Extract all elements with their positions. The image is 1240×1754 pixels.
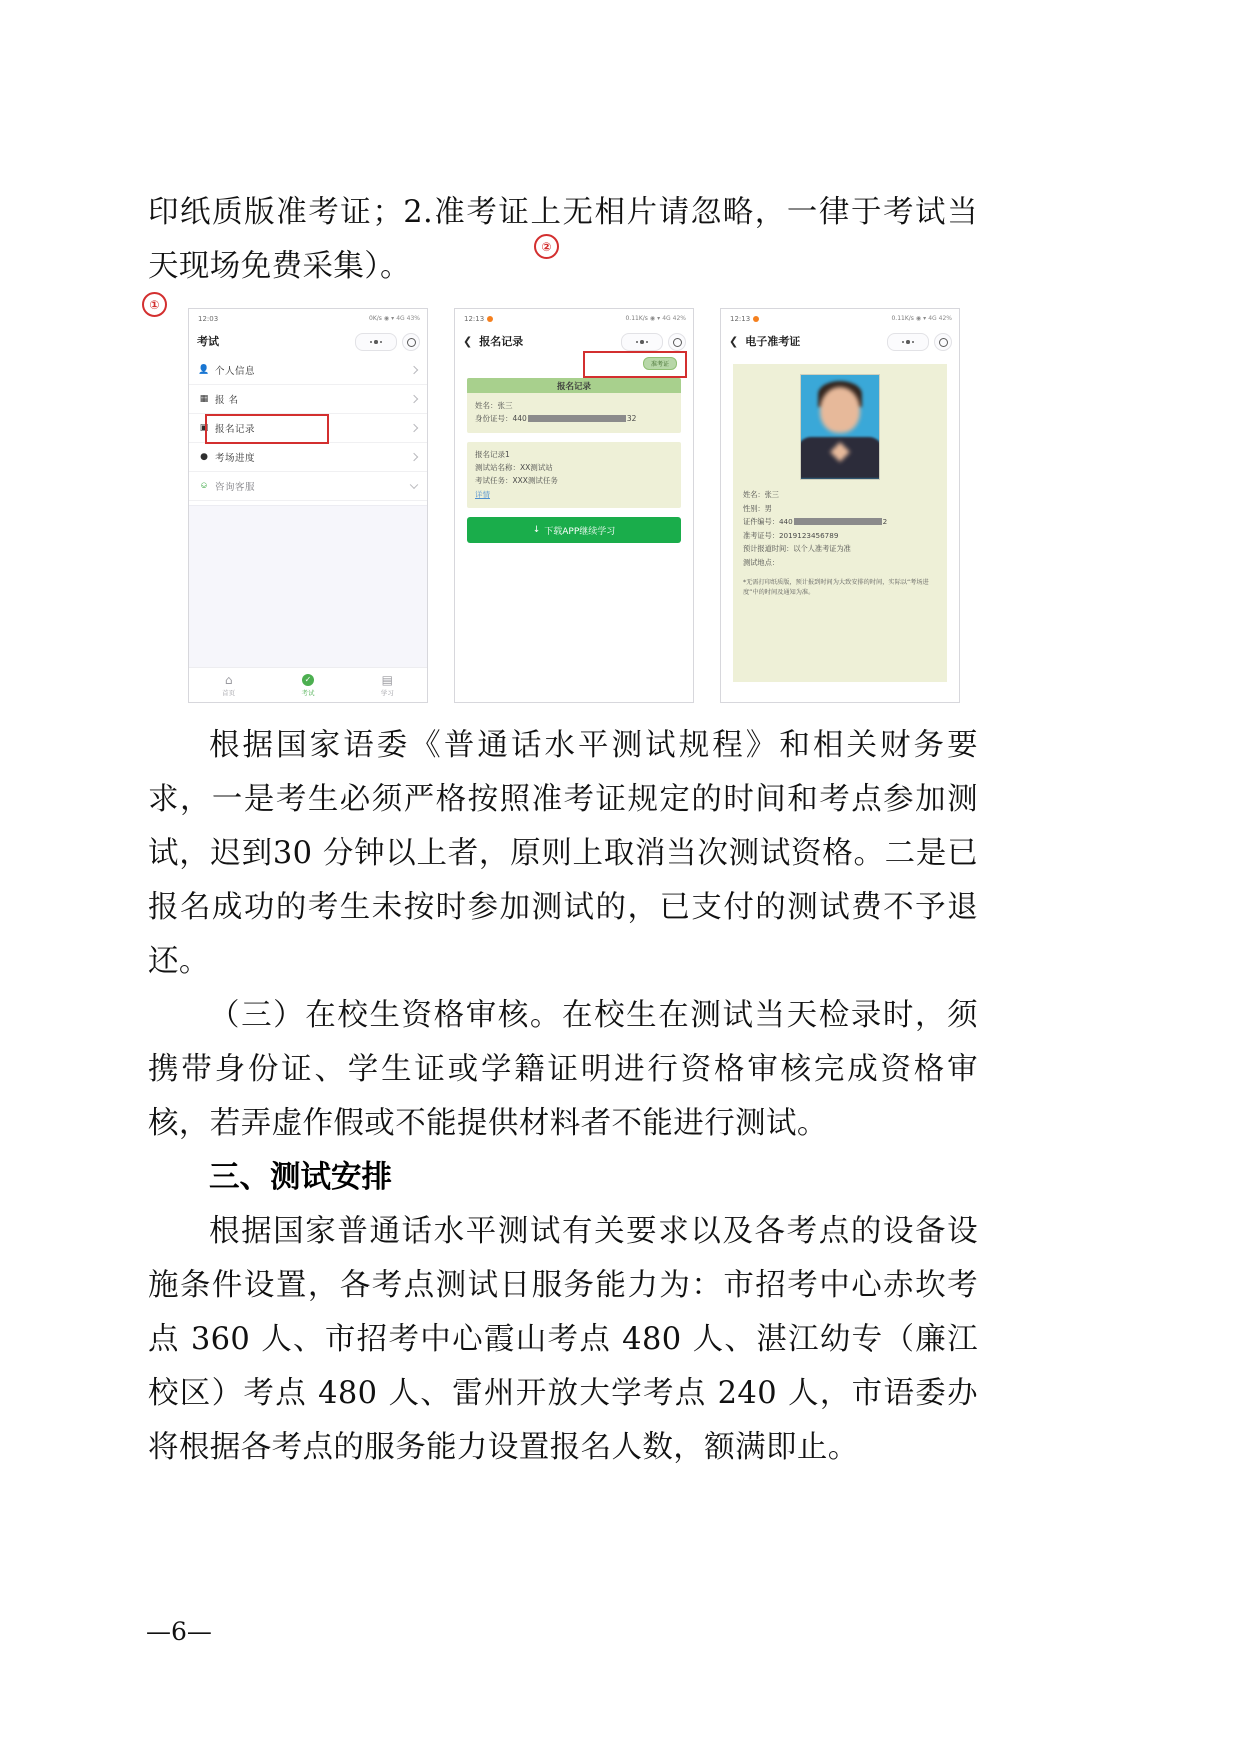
menu-item-signup[interactable]	[189, 385, 427, 414]
signal-icon: 4G	[396, 315, 405, 322]
status-bar	[455, 309, 693, 326]
record-item-card[interactable]	[467, 442, 681, 508]
signal-icon: 4G	[662, 315, 671, 322]
status-indicators	[369, 315, 420, 322]
phone-screenshot-1	[188, 308, 428, 703]
card-body	[467, 393, 681, 433]
wifi-icon: ▾	[923, 315, 927, 322]
field-value: 440	[512, 414, 527, 423]
redaction-bar	[794, 518, 882, 525]
tab-label: 考试	[301, 689, 315, 697]
field-value: 440	[778, 517, 793, 526]
field-label: 姓名：	[475, 401, 498, 410]
admission-ticket-button-wrap	[643, 357, 677, 370]
menu-label: 个人信息	[215, 366, 256, 377]
notification-dot-icon	[487, 316, 493, 322]
field-label: 身份证号：	[475, 414, 513, 423]
status-bar	[721, 309, 959, 326]
app-title: 报名记录	[479, 335, 524, 348]
field-id-number	[475, 412, 673, 425]
chevron-down-icon	[410, 481, 418, 489]
battery-label: 43%	[406, 315, 420, 322]
field-value: 男	[764, 503, 772, 513]
field-label: 准考证号：	[743, 530, 779, 540]
location-icon: ◉	[649, 315, 656, 322]
status-network: 0.11K/s	[625, 315, 648, 322]
page-number: —6—	[146, 1617, 212, 1646]
card-icon: ▦	[199, 393, 209, 404]
record-task	[475, 474, 673, 487]
record-detail-link[interactable]: 详情	[475, 490, 490, 499]
battery-label: 42%	[672, 315, 686, 322]
list-icon: ▣	[199, 422, 209, 433]
location-icon: ◉	[915, 315, 922, 322]
tab-exam[interactable]	[268, 668, 347, 702]
paragraph-4: 根据国家普通话水平测试有关要求以及各考点的设备设施条件设置，各考点测试日服务能力为：市招考中心赤坎考点 360 人、市招考中心霞山考点 480 人、湛江幼专（廉江校区）考点 480 人、雷州开放大学考点 240 人，市语委办将根据各考点的服务能力设置报名人数，额满即止。	[148, 1214, 978, 1465]
ticket-note: *无需打印纸质版，预计报到时间为大致安排的时间，实际以“考场进度”中的时间及通知为准。	[743, 579, 929, 596]
paragraph-3: （三）在校生资格审核。在校生在测试当天检录时，须携带身份证、学生证或学籍证明进行资格审核完成资格审核，若弄虚作假或不能提供材料者不能进行测试。	[148, 998, 978, 1141]
ticket-field-report-time	[743, 542, 937, 556]
chevron-right-icon	[410, 395, 418, 403]
status-time: 12:13	[730, 314, 751, 323]
signal-icon: 4G	[928, 315, 937, 322]
status-indicators	[891, 315, 952, 322]
menu-label: 咨询客服	[215, 482, 256, 493]
chevron-right-icon	[410, 453, 418, 461]
ticket-field-number	[743, 529, 937, 543]
app-bar	[189, 326, 427, 356]
status-time: 12:03	[198, 314, 219, 323]
menu-item-exam-progress[interactable]	[189, 443, 427, 472]
app-bar	[721, 326, 959, 356]
photo-face	[820, 387, 860, 433]
app-title: 考试	[197, 335, 219, 348]
annotation-badge-2: ②	[534, 234, 559, 259]
electronic-admission-ticket	[733, 364, 947, 682]
record-list	[455, 356, 693, 508]
field-label: 考试任务：	[475, 476, 513, 485]
exam-icon: ✓	[301, 673, 314, 686]
field-value: 2019123456789	[778, 530, 839, 540]
field-value: XXX测试任务	[512, 476, 558, 485]
status-network: 0.11K/s	[891, 315, 914, 322]
wifi-icon: ▾	[391, 315, 395, 322]
field-label: 证件编号：	[743, 517, 779, 526]
more-icon[interactable]	[887, 333, 929, 351]
back-icon[interactable]: ❮	[463, 334, 473, 348]
close-icon[interactable]	[934, 333, 952, 351]
field-value-tail: 2	[882, 517, 888, 526]
field-value: 以个人准考证为准	[793, 544, 851, 553]
field-value: 张三	[764, 490, 779, 499]
menu-item-customer-service[interactable]	[189, 472, 427, 501]
status-time: 12:13	[464, 314, 485, 323]
record-title: 报名记录1	[475, 450, 510, 459]
menu-label: 报名记录	[215, 424, 256, 435]
mini-program-capsule[interactable]	[621, 333, 686, 351]
field-value-tail: 32	[626, 414, 637, 423]
section-heading: 三、测试安排	[209, 1160, 392, 1195]
field-label: 测试站名称：	[475, 463, 520, 472]
tab-label: 学习	[380, 689, 394, 697]
back-icon[interactable]: ❮	[729, 334, 739, 348]
ticket-field-id	[743, 515, 937, 529]
applicant-photo	[800, 374, 880, 480]
menu-label: 报 名	[215, 395, 239, 406]
field-label: 测试地点：	[743, 557, 779, 567]
paragraph-1: 印纸质版准考证；2.准考证上无相片请忽略，一律于考试当天现场免费采集）。	[148, 195, 978, 284]
bottom-tab-bar	[189, 667, 427, 702]
status-time-wrap	[730, 315, 759, 323]
record-body	[467, 442, 681, 508]
person-icon: 👤	[198, 364, 210, 375]
field-name	[475, 399, 673, 412]
field-label: 姓名：	[743, 490, 765, 499]
close-icon[interactable]	[402, 333, 420, 351]
app-bar	[455, 326, 693, 356]
card-header: 报名记录	[467, 378, 681, 393]
more-icon[interactable]	[355, 333, 397, 351]
download-arrow-icon: ↓	[532, 525, 541, 535]
status-bar	[189, 309, 427, 326]
record-station	[475, 461, 673, 474]
status-time-wrap	[464, 315, 493, 323]
field-label: 预计报道时间：	[743, 544, 794, 553]
status-indicators	[625, 315, 686, 322]
home-icon: ⌂	[224, 672, 233, 687]
wifi-icon: ▾	[657, 315, 661, 322]
phone-screenshot-3	[720, 308, 960, 703]
ticket-field-gender	[743, 502, 937, 516]
chevron-right-icon	[410, 424, 418, 432]
menu-item-personal-info[interactable]	[189, 356, 427, 385]
annotation-badge-1: ①	[142, 292, 167, 317]
menu-list	[189, 356, 427, 501]
close-icon[interactable]	[668, 333, 686, 351]
field-label: 性别：	[743, 503, 765, 513]
page-content	[148, 186, 978, 1475]
ticket-field-location	[743, 556, 937, 570]
tab-label: 首页	[222, 689, 236, 697]
tab-home[interactable]	[189, 668, 268, 702]
applicant-card	[467, 378, 681, 433]
menu-item-signup-records[interactable]	[189, 414, 427, 443]
field-value: 张三	[497, 401, 513, 410]
clock-icon: ●	[200, 451, 208, 462]
tab-study[interactable]	[348, 668, 427, 702]
app-title: 电子准考证	[745, 335, 801, 348]
menu-label: 考场进度	[215, 453, 256, 464]
paragraph-2: 根据国家语委《普通话水平测试规程》和相关财务要求，一是考生必须严格按照准考证规定的时间和考点参加测试，迟到30 分钟以上者，原则上取消当次测试资格。二是已报名成功的考生未按时参加测试的，已支付的测试费不予退还。	[148, 728, 978, 979]
mini-program-capsule[interactable]	[355, 333, 420, 351]
redaction-bar	[528, 415, 626, 422]
book-icon: ▤	[381, 672, 393, 687]
status-network: 0K/s	[369, 315, 382, 322]
field-value: XX测试站	[520, 463, 553, 472]
empty-area	[189, 505, 427, 681]
chevron-right-icon	[410, 366, 418, 374]
admission-ticket-button[interactable]: 准考证	[643, 357, 677, 370]
more-icon[interactable]	[621, 333, 663, 351]
download-app-button[interactable]	[467, 517, 681, 543]
download-button-label: 下载APP继续学习	[544, 526, 616, 537]
battery-label: 42%	[938, 315, 952, 322]
notification-dot-icon	[753, 316, 759, 322]
headset-icon: ⎉	[200, 480, 208, 491]
ticket-field-name	[743, 488, 937, 502]
mini-program-capsule[interactable]	[887, 333, 952, 351]
location-icon: ◉	[383, 315, 390, 322]
phone-screenshot-2	[454, 308, 694, 703]
